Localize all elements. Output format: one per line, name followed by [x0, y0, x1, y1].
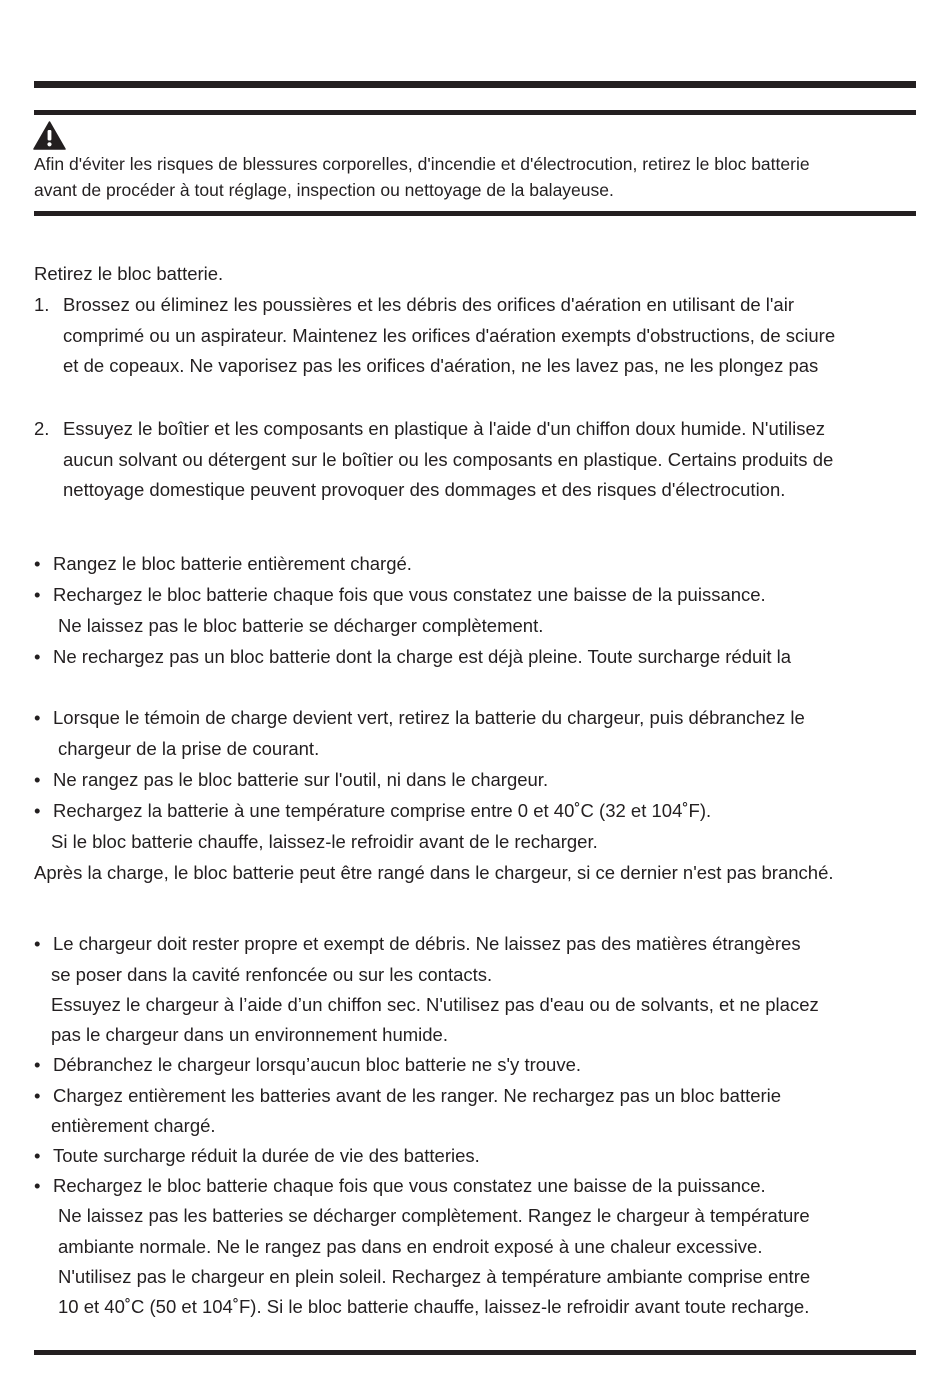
warning-text-line-1: Afin d'éviter les risques de blessures corporelles, d'incendie et d'électrocution, retirez le bloc batterie [34, 154, 810, 174]
bullet: • [34, 646, 41, 667]
bullet: • [34, 800, 41, 821]
bullet: • [34, 933, 41, 954]
maintenance-intro: Retirez le bloc batterie. [34, 263, 224, 284]
step-2-number: 2. [34, 418, 50, 439]
charger-item-5-line-5: 10 et 40˚C (50 et 104˚F). Si le bloc batterie chauffe, laissez-le refroidir avant toute recharge. [58, 1296, 810, 1317]
charger-item-1-line-4: pas le chargeur dans un environnement humide. [51, 1024, 448, 1045]
battery-item-4-continued: chargeur de la prise de courant. [58, 738, 320, 759]
charger-item-3: Chargez entièrement les batteries avant de les ranger. Ne rechargez pas un bloc batterie [53, 1085, 782, 1106]
bullet: • [34, 1145, 41, 1166]
bottom-rule [34, 1350, 916, 1355]
battery-item-6: Rechargez la batterie à une température comprise entre 0 et 40˚C (32 et 104˚F). [53, 800, 712, 821]
charger-item-2: Débranchez le chargeur lorsqu’aucun bloc batterie ne s'y trouve. [53, 1054, 581, 1075]
bullet: • [34, 1054, 41, 1075]
charger-item-3-continued: entièrement chargé. [51, 1115, 216, 1136]
bullet: • [34, 1085, 41, 1106]
battery-item-4: Lorsque le témoin de charge devient vert, retirez la batterie du chargeur, puis débranchez le [53, 707, 805, 728]
charger-item-1: Le chargeur doit rester propre et exempt de débris. Ne laissez pas des matières étrangères [53, 933, 801, 954]
warning-bottom-rule [34, 211, 916, 216]
battery-item-2: Rechargez le bloc batterie chaque fois que vous constatez une baisse de la puissance. [53, 584, 766, 605]
charger-item-5-line-4: N'utilisez pas le chargeur en plein soleil. Rechargez à température ambiante comprise entre [58, 1266, 811, 1287]
step-2-line-3: nettoyage domestique peuvent provoquer des dommages et des risques d'électrocution. [63, 479, 786, 500]
charger-item-1-line-3: Essuyez le chargeur à l’aide d’un chiffon sec. N'utilisez pas d'eau ou de solvants, et ne placez [51, 994, 819, 1015]
step-2-line-2: aucun solvant ou détergent sur le boîtier ou les composants en plastique. Certains produits de [63, 449, 834, 470]
charger-item-5-line-2: Ne laissez pas les batteries se décharger complètement. Rangez le chargeur à température [58, 1205, 810, 1226]
warning-text-line-2: avant de procéder à tout réglage, inspection ou nettoyage de la balayeuse. [34, 180, 614, 200]
step-1-line-2: comprimé ou un aspirateur. Maintenez les orifices d'aération exempts d'obstructions, de sciure [63, 325, 836, 346]
bullet: • [34, 584, 41, 605]
bullet: • [34, 707, 41, 728]
bullet: • [34, 553, 41, 574]
battery-item-2-continued: Ne laissez pas le bloc batterie se décharger complètement. [58, 615, 544, 636]
warning-top-rule [34, 110, 916, 115]
bullet: • [34, 769, 41, 790]
charger-item-5-line-3: ambiante normale. Ne le rangez pas dans en endroit exposé à une chaleur excessive. [58, 1236, 763, 1257]
step-1-line-3: et de copeaux. Ne vaporisez pas les orifices d'aération, ne les lavez pas, ne les plongez pas [63, 355, 819, 376]
step-2-line-1: Essuyez le boîtier et les composants en plastique à l'aide d'un chiffon doux humide. N'utilisez [63, 418, 825, 439]
battery-item-1: Rangez le bloc batterie entièrement chargé. [53, 553, 412, 574]
battery-item-5: Ne rangez pas le bloc batterie sur l'outil, ni dans le chargeur. [53, 769, 549, 790]
charger-item-4: Toute surcharge réduit la durée de vie des batteries. [53, 1145, 480, 1166]
battery-item-6-continued: Si le bloc batterie chauffe, laissez-le refroidir avant de le recharger. [51, 831, 598, 852]
step-1-line-1: Brossez ou éliminez les poussières et les débris des orifices d'aération en utilisant de l'air [63, 294, 794, 315]
bullet: • [34, 1175, 41, 1196]
charger-item-5: Rechargez le bloc batterie chaque fois que vous constatez une baisse de la puissance. [53, 1175, 766, 1196]
warning-triangle-icon [33, 121, 66, 150]
charger-item-1-line-2: se poser dans la cavité renfoncée ou sur les contacts. [51, 964, 493, 985]
battery-item-3: Ne rechargez pas un bloc batterie dont la charge est déjà pleine. Toute surcharge réduit la [53, 646, 792, 667]
step-1-number: 1. [34, 294, 50, 315]
battery-after-charge-note: Après la charge, le bloc batterie peut être rangé dans le chargeur, si ce dernier n'est pas branché. [34, 862, 834, 883]
top-rule [34, 81, 916, 88]
